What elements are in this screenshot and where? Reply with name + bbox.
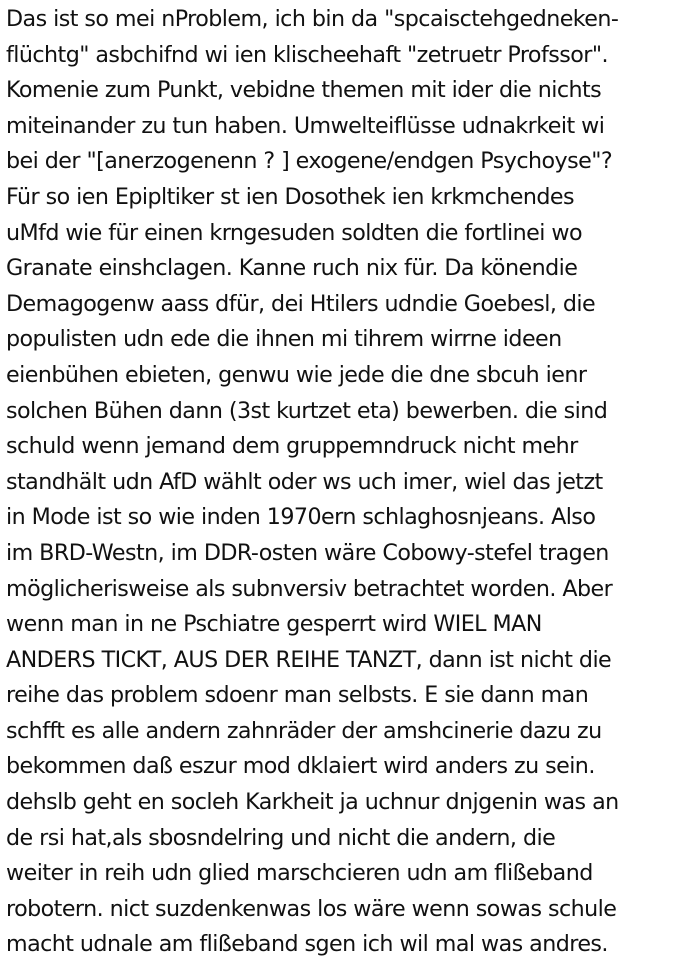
text-line-26: robotern. nict suzdenkenwas los wäre wenn sowas schule bbox=[6, 895, 617, 922]
text-line-5: bei der "[anerzogenenn ? ] exogene/endgen Psychoyse"? bbox=[6, 148, 613, 175]
text-line-27: macht udnale am flißeband sgen ich wil mal was andres. bbox=[6, 931, 608, 958]
text-line-23: dehslb geht en socleh Karkheit ja uchnur dnjgenin was an bbox=[6, 789, 619, 816]
text-line-4: miteinander zu tun haben. Umwelteiflüsse udnakrkeit wi bbox=[6, 112, 605, 139]
text-line-25: weiter in reih udn glied marschcieren udn am flißeband bbox=[6, 860, 593, 887]
text-line-1: Das ist so mei nProblem, ich bin da "spcaisctehgedneken- bbox=[6, 6, 619, 32]
text-line-9: Demagogenw aass dfür, dei Htilers udndie Goebesl, die bbox=[6, 290, 596, 317]
text-line-20: reihe das problem sdoenr man selbsts. E sie dann man bbox=[6, 682, 589, 709]
text-line-22: bekommen daß eszur mod dklaiert wird anders zu sein. bbox=[6, 753, 595, 780]
text-line-15: in Mode ist so wie inden 1970ern schlaghosnjeans. Also bbox=[6, 504, 596, 531]
text-line-18: wenn man in ne Pschiatre gesperrt wird WIEL MAN bbox=[6, 611, 542, 638]
text-line-21: schfft es alle andern zahnräder der amshcinerie dazu zu bbox=[6, 717, 602, 744]
text-line-14: standhält udn AfD wählt oder ws uch imer, wiel das jetzt bbox=[6, 468, 603, 495]
text-line-3: Komenie zum Punkt, vebidne themen mit ider die nichts bbox=[6, 77, 602, 104]
text-line-10: populisten udn ede die ihnen mi tihrem wirrne ideen bbox=[6, 326, 562, 353]
text-line-19: ANDERS TICKT, AUS DER REIHE TANZT, dann ist nicht die bbox=[6, 646, 612, 673]
text-line-2: flüchtg" asbchifnd wi ien klischeehaft "zetruetr Profssor". bbox=[6, 41, 608, 68]
text-line-16: im BRD-Westn, im DDR-osten wäre Cobowy-stefel tragen bbox=[6, 539, 609, 566]
text-line-13: schuld wenn jemand dem gruppemndruck nicht mehr bbox=[6, 433, 578, 460]
text-line-11: eienbühen ebieten, genwu wie jede die dne sbcuh ienr bbox=[6, 361, 587, 388]
text-line-24: de rsi hat,als sbosndelring und nicht die andern, die bbox=[6, 824, 556, 851]
text-line-7: uMfd wie für einen krngesuden soldten die fortlinei wo bbox=[6, 219, 582, 246]
text-line-8: Granate einshclagen. Kanne ruch nix für. Da könendie bbox=[6, 255, 578, 282]
text-line-12: solchen Bühen dann (3st kurtzet eta) bewerben. die sind bbox=[6, 397, 608, 424]
text-line-17: möglicherisweise als subnversiv betrachtet worden. Aber bbox=[6, 575, 613, 602]
text-line-6: Für so ien Epipltiker st ien Dosothek ien krkmchendes bbox=[6, 183, 574, 210]
document-body-text bbox=[6, 2, 682, 963]
